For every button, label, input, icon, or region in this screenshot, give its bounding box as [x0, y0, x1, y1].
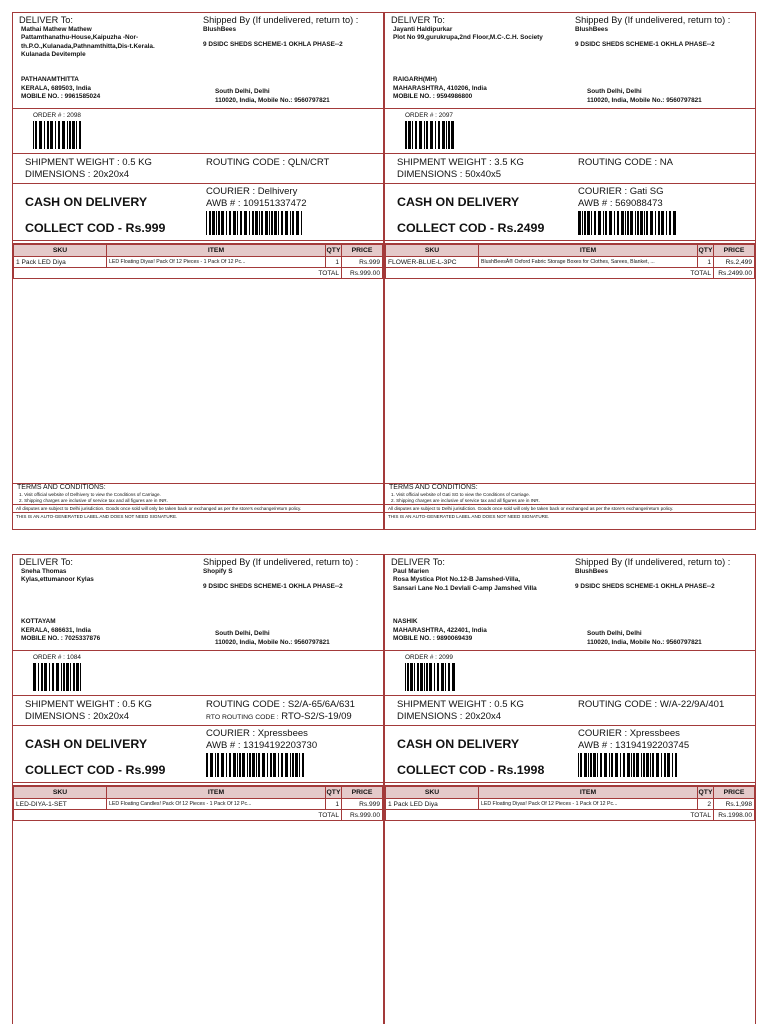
shipment-dimensions: DIMENSIONS : 50x40x5	[397, 169, 502, 180]
shipped-by-block	[199, 13, 383, 108]
seller-name: BlushBees	[203, 26, 237, 33]
customer-city: KOTTAYAM	[21, 618, 56, 625]
item-qty: 2	[698, 799, 714, 810]
term-3: All disputes are subject to Delhi jurisdiction. Goods once sold will only be taken back or exchanged as per the store's exchange/return policy.	[13, 504, 383, 512]
seller-city: South Delhi, Delhi	[587, 88, 642, 95]
cod-section	[13, 726, 383, 783]
address-section	[385, 13, 755, 109]
order-section	[13, 109, 383, 154]
item-price: Rs.999	[342, 799, 383, 810]
shipment-dimensions: DIMENSIONS : 20x20x4	[397, 711, 502, 722]
awb-number: AWB # : 569088473	[578, 197, 663, 209]
routing-code-value: QLN/CRT	[287, 157, 330, 168]
routing-code-label: ROUTING CODE :	[206, 699, 286, 710]
order-barcode	[405, 663, 457, 691]
items-table	[13, 786, 383, 821]
item-qty: 1	[326, 799, 342, 810]
col-item: ITEM	[107, 245, 326, 257]
courier-name: COURIER : Delhivery	[206, 186, 298, 197]
seller-city: South Delhi, Delhi	[215, 630, 270, 637]
item-qty: 1	[698, 257, 714, 268]
total-label: TOTAL	[386, 268, 714, 279]
awb-barcode	[578, 753, 679, 777]
seller-address: 9 DSIDC SHEDS SCHEME-1 OKHLA PHASE--2	[203, 41, 343, 49]
collect-cod-amount: COLLECT COD - Rs.999	[25, 763, 166, 777]
item-sku: LED-DIYA-1-SET	[14, 799, 107, 810]
seller-address: 9 DSIDC SHEDS SCHEME-1 OKHLA PHASE--2	[575, 41, 715, 49]
shipment-section	[13, 696, 383, 726]
customer-city: RAIGARH(MH)	[393, 76, 438, 83]
customer-address: Rosa Mystica Plot No.12-B Jamshed-Villa, Sansari Lane No.1 Devlali C-amp Jamshed Villa	[393, 576, 537, 592]
seller-pin: 110020, India, Mobile No.: 9560797821	[215, 96, 330, 104]
shipped-by-heading: Shipped By (If undelivered, return to) :	[575, 15, 731, 25]
collect-cod-amount: COLLECT COD - Rs.1998	[397, 763, 545, 777]
routing-code-label: ROUTING CODE :	[578, 699, 658, 710]
shipment-weight: SHIPMENT WEIGHT : 0.5 KG	[397, 699, 524, 710]
customer-mobile: MOBILE NO. : 9890069439	[393, 635, 473, 642]
shipment-dimensions: DIMENSIONS : 20x20x4	[25, 169, 130, 180]
table-row	[14, 799, 383, 810]
shipped-by-heading: Shipped By (If undelivered, return to) :	[203, 557, 359, 567]
customer-city: NASHIK	[393, 618, 418, 625]
routing-code-label: ROUTING CODE :	[206, 157, 286, 168]
item-qty: 1	[326, 257, 342, 268]
total-amount: Rs.999.00	[342, 268, 383, 279]
col-qty: QTY	[698, 787, 714, 799]
order-number: ORDER # : 1084	[33, 654, 81, 661]
awb-barcode	[578, 211, 678, 235]
courier-name: COURIER : Xpressbees	[578, 728, 680, 739]
shipment-section	[385, 696, 755, 726]
deliver-to-block	[13, 13, 199, 108]
shipped-by-heading: Shipped By (If undelivered, return to) :	[575, 557, 731, 567]
items-table	[385, 244, 755, 279]
term-1: 1. Visit official website of Delhivery to view the Conditions of Carriage.	[19, 492, 161, 497]
seller-pin: 110020, India, Mobile No.: 9560797821	[587, 96, 702, 104]
routing-code-value: W/A-22/9A/401	[659, 699, 725, 710]
cash-on-delivery: CASH ON DELIVERY	[397, 737, 520, 751]
term-1: 1. Visit official website of Gati SG to view the Conditions of Carriage.	[391, 492, 530, 497]
cod-section	[385, 726, 755, 783]
address-section	[13, 13, 383, 109]
customer-address: Kylas,ettumanoor Kylas	[21, 576, 94, 584]
order-barcode	[33, 121, 82, 149]
table-row	[386, 257, 755, 268]
term-4: THIS IS AN AUTO-GENERATED LABEL AND DOES NOT NEED SIGNATURE.	[385, 512, 755, 520]
order-section	[385, 651, 755, 696]
order-number: ORDER # : 2099	[405, 654, 453, 661]
awb-barcode	[206, 753, 305, 777]
rto-routing-label: RTO ROUTING CODE :	[206, 714, 279, 721]
term-2: 2. Shipping charges are inclusive of service tax and all figures are in INR.	[391, 498, 540, 503]
items-table	[385, 786, 755, 821]
term-4: THIS IS AN AUTO-GENERATED LABEL AND DOES NOT NEED SIGNATURE.	[13, 512, 383, 520]
awb-number: AWB # : 13194192203745	[578, 739, 690, 751]
shipping-label	[12, 12, 384, 530]
item-description: LED Floating Diyas! Pack Of 12 Pieces - 1 Pack Of 12 Pc...	[479, 799, 698, 810]
col-item: ITEM	[107, 787, 326, 799]
total-amount: Rs.999.00	[342, 810, 383, 821]
terms-title: TERMS AND CONDITIONS:	[13, 483, 383, 492]
item-price: Rs.1,998	[714, 799, 755, 810]
shipped-by-block	[199, 555, 383, 650]
shipped-by-block	[571, 555, 755, 650]
deliver-to-heading: DELIVER To:	[391, 557, 445, 567]
total-row	[386, 268, 755, 279]
customer-name: Mathai Mathew Mathew	[21, 26, 92, 33]
total-amount: Rs.2499.00	[714, 268, 755, 279]
customer-address: Plot No 99,gurukrupa,2nd Floor,M.C-.C.H. Society	[393, 34, 543, 42]
col-qty: QTY	[326, 245, 342, 257]
item-sku: 1 Pack LED Diya	[386, 799, 479, 810]
terms-section	[13, 483, 383, 520]
customer-state: MAHARASHTRA, 422401, India	[393, 626, 487, 634]
deliver-to-heading: DELIVER To:	[391, 15, 445, 25]
col-sku: SKU	[14, 245, 107, 257]
customer-state: KERALA, 686631, India	[21, 626, 91, 634]
items-table	[13, 244, 383, 279]
customer-name: Sneha Thomas	[21, 568, 67, 575]
collect-cod-amount: COLLECT COD - Rs.999	[25, 221, 166, 235]
shipment-weight: SHIPMENT WEIGHT : 0.5 KG	[25, 157, 152, 168]
order-section	[13, 651, 383, 696]
seller-pin: 110020, India, Mobile No.: 9560797821	[215, 638, 330, 646]
total-label: TOTAL	[386, 810, 714, 821]
customer-state: KERALA, 689503, India	[21, 84, 91, 92]
cod-section	[13, 184, 383, 241]
col-price: PRICE	[714, 787, 755, 799]
awb-number: AWB # : 109151337472	[206, 197, 307, 209]
total-row	[14, 268, 383, 279]
col-item: ITEM	[479, 787, 698, 799]
item-description: LED Floating Diyas! Pack Of 12 Pieces - 1 Pack Of 12 Pc...	[107, 257, 326, 268]
term-3: All disputes are subject to Delhi jurisdiction. Goods once sold will only be taken back or exchanged as per the store's exchange/return policy.	[385, 504, 755, 512]
total-row	[14, 810, 383, 821]
seller-address: 9 DSIDC SHEDS SCHEME-1 OKHLA PHASE--2	[203, 583, 343, 591]
customer-mobile: MOBILE NO. : 9961585024	[21, 93, 101, 100]
col-qty: QTY	[326, 787, 342, 799]
col-item: ITEM	[479, 245, 698, 257]
shipping-label	[384, 12, 756, 530]
order-number: ORDER # : 2097	[405, 112, 453, 119]
customer-name: Paul Marien	[393, 568, 429, 575]
cash-on-delivery: CASH ON DELIVERY	[25, 737, 148, 751]
address-section	[385, 555, 755, 651]
courier-name: COURIER : Gati SG	[578, 186, 664, 197]
order-section	[385, 109, 755, 154]
shipment-dimensions: DIMENSIONS : 20x20x4	[25, 711, 130, 722]
awb-number: AWB # : 13194192203730	[206, 739, 318, 751]
shipping-label	[12, 554, 384, 1024]
item-sku: 1 Pack LED Diya	[14, 257, 107, 268]
col-sku: SKU	[14, 787, 107, 799]
shipment-section	[385, 154, 755, 184]
customer-address: Pattamthanathu-House,Kaipuzha -Nor-th.P.O.,Kulanada,Pathnamthitta,Dis-t.Kerala. Kulanada Devitemple	[21, 34, 155, 58]
col-qty: QTY	[698, 245, 714, 257]
seller-name: BlushBees	[575, 26, 609, 33]
total-amount: Rs.1998.00	[714, 810, 755, 821]
awb-barcode	[206, 211, 304, 235]
seller-name: Shopify S	[203, 568, 233, 575]
deliver-to-heading: DELIVER To:	[19, 557, 73, 567]
item-description: BlushBeesÂ® Oxford Fabric Storage Boxes for Clothes, Sarees, Blanket, ...	[479, 257, 698, 268]
routing-code-label: ROUTING CODE : NA	[578, 157, 674, 168]
collect-cod-amount: COLLECT COD - Rs.2499	[397, 221, 545, 235]
order-number: ORDER # : 2098	[33, 112, 81, 119]
deliver-to-heading: DELIVER To:	[19, 15, 73, 25]
table-row	[386, 799, 755, 810]
terms-title: TERMS AND CONDITIONS:	[385, 483, 755, 492]
cod-section	[385, 184, 755, 241]
customer-state: MAHARASHTRA, 410206, India	[393, 84, 487, 92]
customer-city: PATHANAMTHITTA	[21, 76, 79, 83]
deliver-to-block	[385, 555, 571, 650]
item-price: Rs.2,499	[714, 257, 755, 268]
customer-name: Jayanti Haldipurkar	[393, 26, 453, 33]
table-row	[14, 257, 383, 268]
shipped-by-heading: Shipped By (If undelivered, return to) :	[203, 15, 359, 25]
term-2: 2. Shipping charges are inclusive of service tax and all figures are in INR.	[19, 498, 168, 503]
seller-city: South Delhi, Delhi	[215, 88, 270, 95]
item-sku: FLOWER-BLUE-L-3PC	[386, 257, 479, 268]
col-price: PRICE	[342, 245, 383, 257]
total-row	[386, 810, 755, 821]
total-label: TOTAL	[14, 810, 342, 821]
customer-mobile: MOBILE NO. : 9594986800	[393, 93, 473, 100]
courier-name: COURIER : Xpressbees	[206, 728, 308, 739]
seller-pin: 110020, India, Mobile No.: 9560797821	[587, 638, 702, 646]
terms-section	[385, 483, 755, 520]
shipped-by-block	[571, 13, 755, 108]
seller-address: 9 DSIDC SHEDS SCHEME-1 OKHLA PHASE--2	[575, 583, 715, 591]
order-barcode	[33, 663, 82, 691]
deliver-to-block	[13, 555, 199, 650]
col-price: PRICE	[342, 787, 383, 799]
address-section	[13, 555, 383, 651]
col-sku: SKU	[386, 245, 479, 257]
item-description: LED Floating Candles! Pack Of 12 Pieces - 1 Pack Of 12 Pc...	[107, 799, 326, 810]
cash-on-delivery: CASH ON DELIVERY	[397, 195, 520, 209]
col-price: PRICE	[714, 245, 755, 257]
col-sku: SKU	[386, 787, 479, 799]
shipping-label	[384, 554, 756, 1024]
cash-on-delivery: CASH ON DELIVERY	[25, 195, 148, 209]
order-barcode	[405, 121, 456, 149]
rto-routing-value: RTO-S2/S-19/09	[281, 711, 352, 722]
seller-city: South Delhi, Delhi	[587, 630, 642, 637]
deliver-to-block	[385, 13, 571, 108]
seller-name: BlushBees	[575, 568, 609, 575]
routing-code-value: S2/A-65/6A/631	[287, 699, 355, 710]
shipment-section	[13, 154, 383, 184]
total-label: TOTAL	[14, 268, 342, 279]
customer-mobile: MOBILE NO. : 7025337876	[21, 635, 101, 642]
shipment-weight: SHIPMENT WEIGHT : 0.5 KG	[25, 699, 152, 710]
item-price: Rs.999	[342, 257, 383, 268]
shipment-weight: SHIPMENT WEIGHT : 3.5 KG	[397, 157, 524, 168]
